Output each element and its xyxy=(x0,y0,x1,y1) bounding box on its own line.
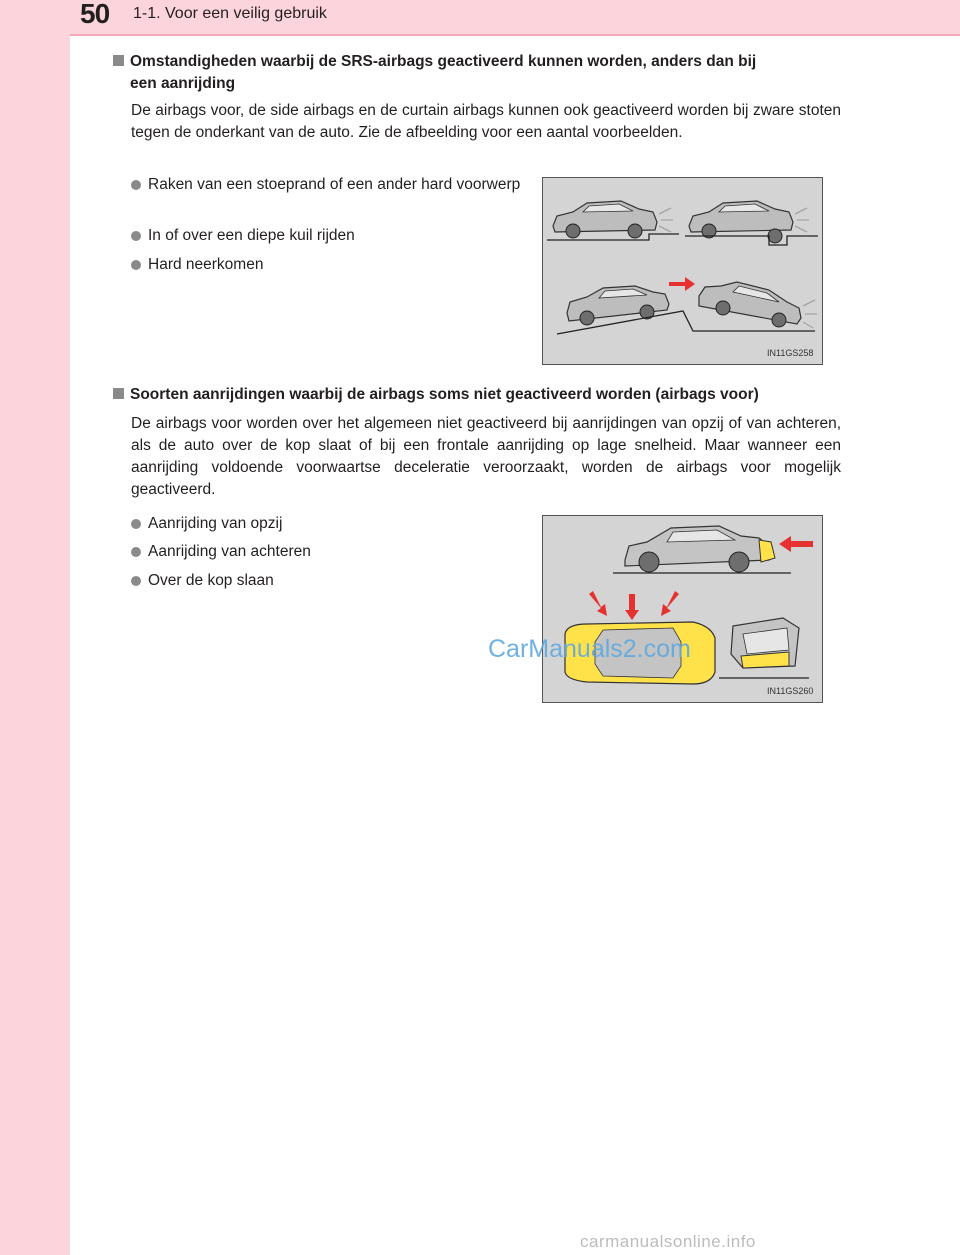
figure-undercarriage-drawing xyxy=(543,178,822,364)
figure-collisions-drawing xyxy=(543,516,822,702)
bullet-text: Aanrijding van opzij xyxy=(148,515,283,532)
header-rule xyxy=(70,34,960,36)
figure-non-deploy-collisions xyxy=(542,515,823,703)
bullet-text: Over de kop slaan xyxy=(148,572,274,589)
car-ramp-icon xyxy=(567,286,669,325)
chapter-title: 1-1. Voor een veilig gebruik xyxy=(133,5,327,22)
bullet-text: Aanrijding van achteren xyxy=(148,543,311,560)
bullet-text: Hard neerkomen xyxy=(148,256,264,273)
section2-paragraph: De airbags voor worden over het algemeen niet geactiveerd bij aanrijdingen van opzij of van achteren, als de auto over de kop slaat of bij een frontale aanrijding op lage snelheid. Maar wanneer een aanrijding voldoende voorwaartse deceleratie veroorzaakt, worden de airbags voor mogelijk geactiveerd. xyxy=(131,415,841,498)
bullet-dot-icon xyxy=(131,576,141,586)
impact-burst-icon xyxy=(795,208,809,232)
car-rear-collision-icon xyxy=(625,526,775,572)
car-curb-icon xyxy=(553,201,657,238)
side-impact-arrow-icon xyxy=(625,594,639,620)
section1-title-line2: een aanrijding xyxy=(130,75,236,92)
figure-code: IN11GS258 xyxy=(767,348,814,358)
bullet-dot-icon xyxy=(131,260,141,270)
section-square-icon xyxy=(113,388,124,399)
footer-watermark: carmanualsonline.info xyxy=(580,1232,756,1251)
section1-bullet xyxy=(131,225,523,247)
rear-impact-arrow-icon xyxy=(779,536,813,552)
section2-title-text: Soorten aanrijdingen waarbij de airbags soms niet geactiveerd worden (airbags voor) xyxy=(130,386,759,403)
page-number: 50 xyxy=(80,0,110,29)
motion-arrow-icon xyxy=(669,277,695,291)
section1-paragraph: De airbags voor, de side airbags en de curtain airbags kunnen ook geactiveerd worden bij zware stoten tegen de onderkant van de auto. Zie de afbeelding voor een aantal voorbeelden. xyxy=(131,102,841,141)
figure-code: IN11GS260 xyxy=(767,686,814,696)
section1-bullet xyxy=(131,254,523,276)
section1-bullet xyxy=(131,174,523,196)
watermark-logo: CarManuals2.com xyxy=(488,635,691,663)
section-square-icon xyxy=(113,55,124,66)
section2-bullet xyxy=(131,541,491,563)
side-color-band xyxy=(0,0,70,1255)
car-pothole-icon xyxy=(689,201,793,243)
bullet-dot-icon xyxy=(131,180,141,190)
side-impact-arrow-icon xyxy=(661,591,679,616)
section2-bullet xyxy=(131,513,491,535)
section2-title xyxy=(113,384,853,406)
bullet-text: Raken van een stoeprand of een ander hard voorwerp xyxy=(148,176,521,193)
bullet-text: In of over een diepe kuil rijden xyxy=(148,227,355,244)
impact-burst-icon xyxy=(659,208,673,232)
car-rollover-icon xyxy=(731,618,799,668)
car-landing-icon xyxy=(699,282,801,327)
impact-burst-icon xyxy=(803,300,817,328)
bullet-dot-icon xyxy=(131,519,141,529)
side-impact-arrow-icon xyxy=(589,591,607,616)
section1-title-line1: Omstandigheden waarbij de SRS-airbags geactiveerd kunnen worden, anders dan bij xyxy=(130,53,757,70)
figure-undercarriage-impacts xyxy=(542,177,823,365)
bullet-dot-icon xyxy=(131,231,141,241)
bullet-dot-icon xyxy=(131,547,141,557)
section2-bullet xyxy=(131,570,491,592)
section1-title xyxy=(113,51,853,95)
